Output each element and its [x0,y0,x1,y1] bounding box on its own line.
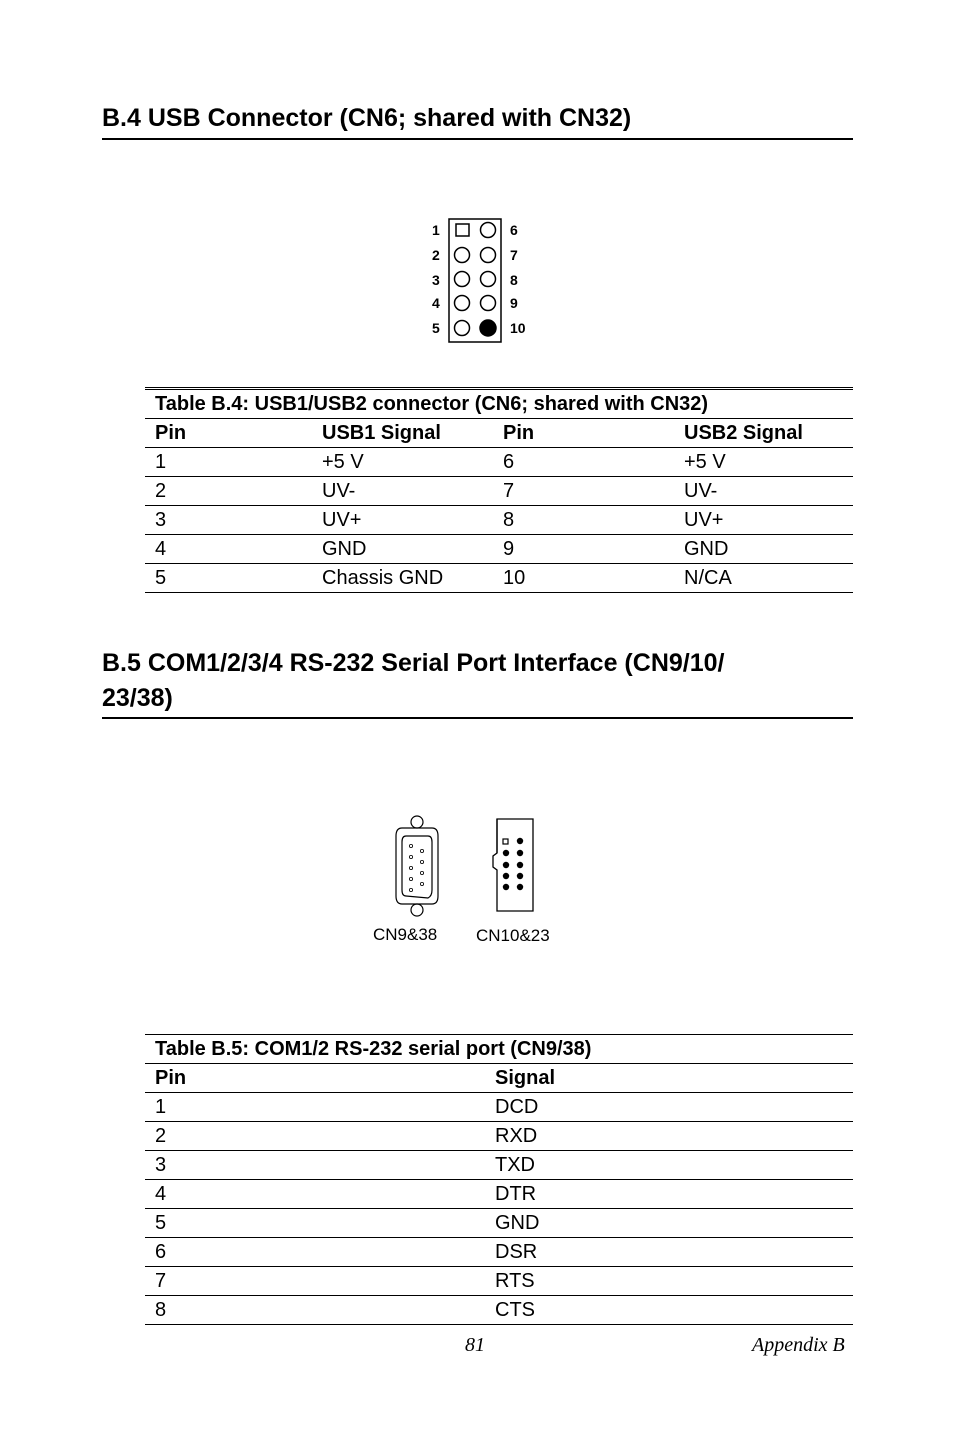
table-cell: +5 V [312,448,493,477]
pin-label: 5 [432,320,440,336]
table-cell: RXD [485,1122,853,1151]
table-cell: +5 V [674,448,853,477]
table-cell: 4 [145,1180,485,1209]
table-row [145,535,853,564]
table-cell: 2 [145,1122,485,1151]
section-b5-heading-line2: 23/38) [102,684,173,712]
table-caption: Table B.5: COM1/2 RS-232 serial port (CN9/38) [145,1035,853,1064]
pin-label: 7 [510,247,518,263]
table-cell: 10 [493,564,674,593]
table-cell: 8 [145,1296,485,1325]
section-b4-rule [102,138,853,140]
usb-header-pins-icon [448,218,502,344]
table-cell: GND [674,535,853,564]
table-cell: DTR [485,1180,853,1209]
table-cell: 5 [145,564,312,593]
db9-connector-icon [390,814,444,918]
table-cell: GND [485,1209,853,1238]
box-header-connector-label: CN10&23 [476,926,550,945]
pin-label: 10 [510,320,526,336]
table-cell: 3 [145,1151,485,1180]
table-cell: 5 [145,1209,485,1238]
table-cell: UV+ [674,506,853,535]
section-b4-heading: B.4 USB Connector (CN6; shared with CN32) [102,104,632,132]
table-cell: 6 [493,448,674,477]
table-cell: 7 [493,477,674,506]
table-caption: Table B.4: USB1/USB2 connector (CN6; shared with CN32) [145,389,853,419]
table-row [145,1209,853,1238]
table-cell: DSR [485,1238,853,1267]
table-row [145,1151,853,1180]
column-header: USB1 Signal [312,419,493,448]
page-number: 81 [465,1334,485,1356]
com-serial-port-table [145,1034,853,1325]
pin-label: 3 [432,272,440,288]
table-cell: Chassis GND [312,564,493,593]
pin-label: 9 [510,295,518,311]
pin-label: 8 [510,272,518,288]
column-header: Signal [485,1064,853,1093]
table-cell: 8 [493,506,674,535]
table-cell: 6 [145,1238,485,1267]
table-cell: TXD [485,1151,853,1180]
column-header: USB2 Signal [674,419,853,448]
table-cell: GND [312,535,493,564]
table-row [145,1296,853,1325]
table-row [145,1267,853,1296]
table-cell: 1 [145,1093,485,1122]
db9-connector-label: CN9&38 [373,925,438,944]
box-header-connector-icon [492,818,534,912]
table-cell: RTS [485,1267,853,1296]
table-cell: 4 [145,535,312,564]
section-b5-heading-line1: B.5 COM1/2/3/4 RS-232 Serial Port Interface (CN9/10/ [102,649,725,677]
pin-label: 4 [432,295,440,311]
table-cell: 9 [493,535,674,564]
table-row [145,1122,853,1151]
usb-connector-table [145,387,853,593]
section-b5-rule [102,717,853,719]
table-cell: UV+ [312,506,493,535]
table-row [145,1180,853,1209]
table-cell: DCD [485,1093,853,1122]
table-row [145,477,853,506]
table-row [145,448,853,477]
table-cell: UV- [312,477,493,506]
table-row [145,1093,853,1122]
pin-label: 2 [432,247,440,263]
column-header: Pin [145,1064,485,1093]
table-cell: N/CA [674,564,853,593]
column-header: Pin [145,419,312,448]
table-row [145,506,853,535]
table-cell: 1 [145,448,312,477]
table-cell: 7 [145,1267,485,1296]
table-cell: UV- [674,477,853,506]
table-cell: 3 [145,506,312,535]
table-row [145,564,853,593]
pin-label: 1 [432,222,440,238]
pin-label: 6 [510,222,518,238]
footer-section-label: Appendix B [752,1334,845,1356]
table-cell: CTS [485,1296,853,1325]
table-row [145,1238,853,1267]
table-cell: 2 [145,477,312,506]
column-header: Pin [493,419,674,448]
